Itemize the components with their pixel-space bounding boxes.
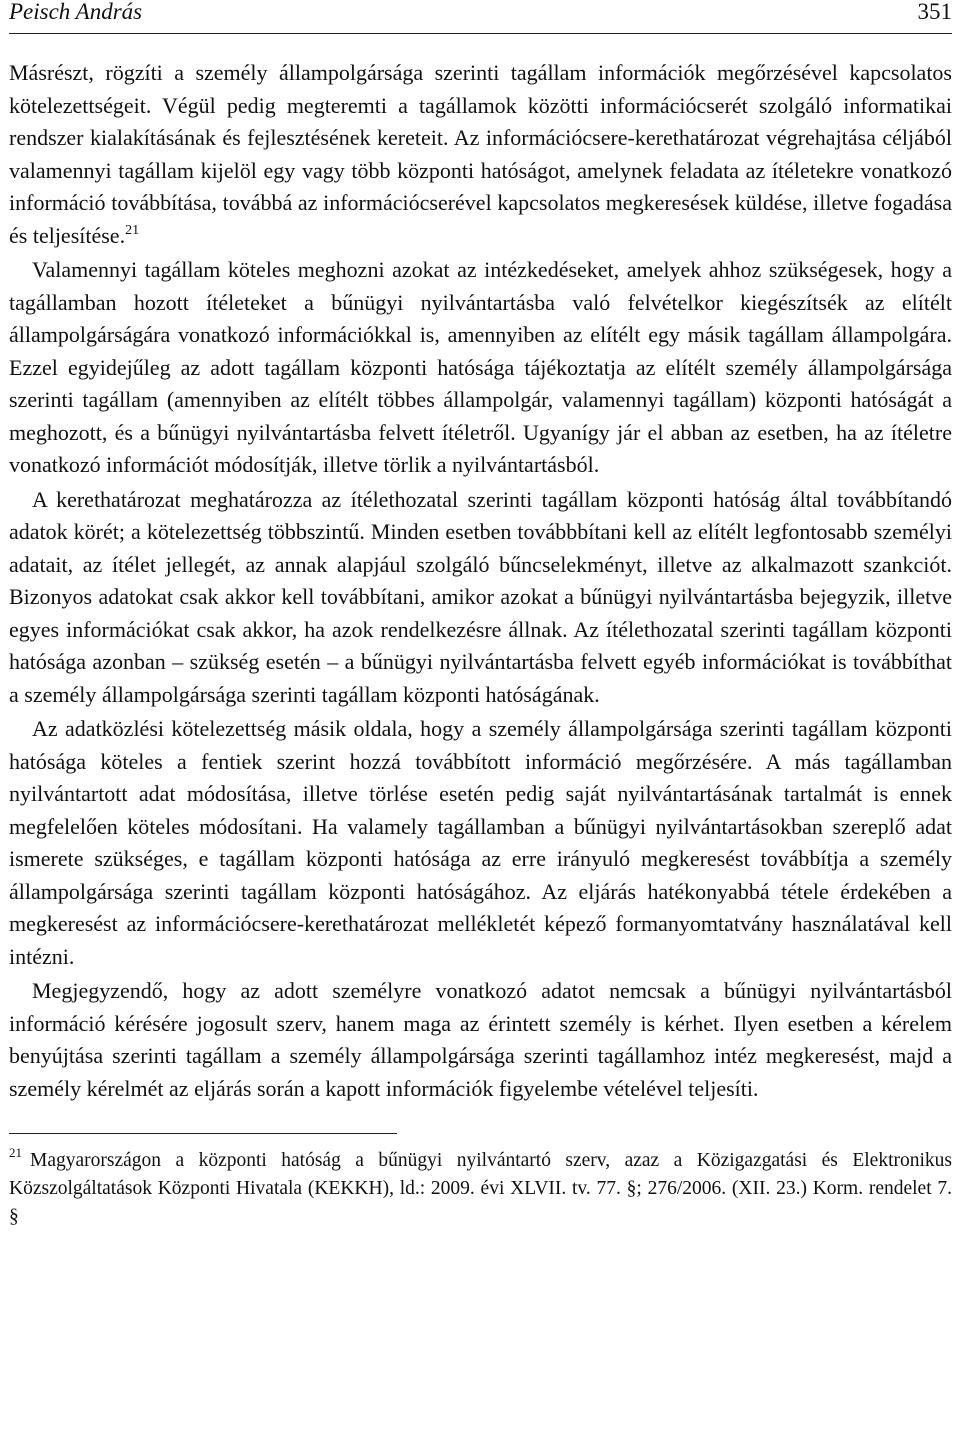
paragraph-3: A kerethatározat meghatározza az ítélethozatal szerinti tagállam központi hatóság által továbbítandó adatok körét; a kötelezettség többszintű. Minden esetben továbbbítani kell az elítélt legfontosabb személyi adatait, az ítélet jellegét, az annak alapjául szolgáló bűncselekményt, illetve az alkalmazott szankciót. Bizonyos adatokat csak akkor kell továbbítani, amikor azokat a bűnügyi nyilvántartásba bejegyzik, illetve egyes információkat csak akkor, ha azok rendelkezésre állnak. Az ítélethozatal szerinti tagállam központi hatósága azonban – szükség esetén – a bűnügyi nyilvántartásba felvett egyéb információkat is továbbíthat a személy állampolgársága szerinti tagállam központi hatóságának.	[9, 486, 952, 707]
document-page	[9, 0, 952, 1231]
paragraph-5: Megjegyzendő, hogy az adott személyre vonatkozó adatot nemcsak a bűnügyi nyilvántartásból információ kérésére jogosult szerv, hanem maga az érintett személy is kérhet. Ilyen esetben a kérelem benyújtása szerinti tagállam a személy állampolgársága szerinti tagállamhoz intéz megkeresést, majd a személy kérelmét az eljárás során a kapott információk figyelembe vételével teljesíti.	[9, 978, 952, 1101]
header-author: Peisch András	[9, 0, 143, 24]
page-number: 351	[917, 0, 952, 24]
paragraph-1-text: Másrészt, rögzíti a személy állampolgársága szerinti tagállam információk megőrzésével kapcsolatos kötelezettségeit. Végül pedig megteremti a tagállamok közötti információcserét szolgáló informatikai rendszer kialakításának és fejlesztésének kereteit. Az információcsere-kerethatározat végrehajtása céljából valamennyi tagállam kijelöl egy vagy több központi hatóságot, amelynek feladata az ítéletekre vonatkozó információ továbbítása, továbbá az információcserével kapcsolatos megkeresések küldése, illetve fogadása és teljesítése.	[9, 60, 952, 248]
footnote-number: 21	[9, 1145, 22, 1160]
paragraph-1	[9, 57, 952, 252]
footnote-text: Magyarországon a központi hatóság a bűnügyi nyilvántartó szerv, azaz a Közigazgatási és Elektronikus Közszolgáltatások Központi Hivatala (KEKKH), ld.: 2009. évi XLVII. tv. 77. §; 276/2006. (XII. 23.) Korm. rendelet 7. §	[9, 1150, 952, 1227]
running-header	[9, 0, 952, 34]
footnote-separator	[9, 1133, 397, 1134]
footnote	[9, 1147, 952, 1231]
body-text	[9, 57, 952, 1105]
footnote-reference[interactable]: 21	[125, 222, 140, 238]
paragraph-4: Az adatközlési kötelezettség másik oldala, hogy a személy állampolgársága szerinti tagállam központi hatósága köteles a fentiek szerint hozzá továbbított információ megőrzésére. A más tagállamban nyilvántartott adat módosítása, illetve törlése esetén pedig saját nyilvántartásának tartalmát is ennek megfelelően köteles módosítani. Ha valamely tagállamban a bűnügyi nyilvántartásokban szereplő adat ismerete szükséges, e tagállam központi hatósága az erre irányuló megkeresést továbbítja a személy állampolgársága szerinti tagállam központi hatóságához. Az eljárás hatékonyabbá tétele érdekében a megkeresést az információcsere-kerethatározat mellékletét képező formanyomtatvány használatával kell intézni.	[9, 716, 952, 969]
paragraph-2: Valamennyi tagállam köteles meghozni azokat az intézkedéseket, amelyek ahhoz szükségesek, hogy a tagállamban hozott ítéleteket a bűnügyi nyilvántartásba való felvételkor kiegészítsék az elítélt állampolgárságára vonatkozó információkkal is, amennyiben az elítélt egy másik tagállam állampolgára. Ezzel egyidejűleg az adott tagállam központi hatósága tájékoztatja az elítélt személy állampolgársága szerinti tagállam (amennyiben az elítélt többes állampolgár, valamennyi tagállam) központi hatóságát a meghozott, és a bűnügyi nyilvántartásba felvett ítéletről. Ugyanígy jár el abban az esetben, ha az ítéletre vonatkozó információt módosítják, illetve törlik a nyilvántartásból.	[9, 257, 952, 477]
